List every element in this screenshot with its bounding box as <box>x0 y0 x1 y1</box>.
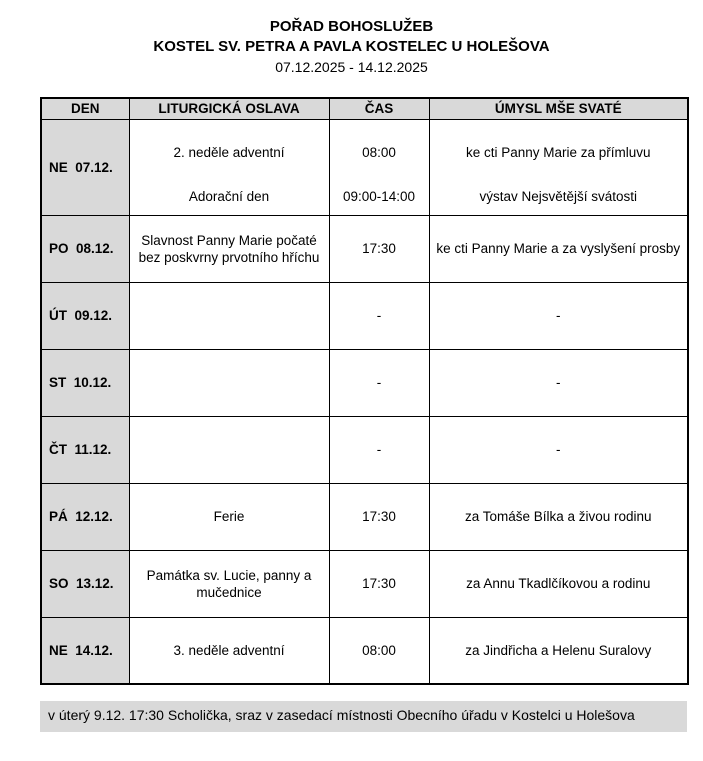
day-cell: PÁ 12.12. <box>41 483 129 550</box>
intention-cell: za Tomáše Bílka a živou rodinu <box>429 483 688 550</box>
document-header <box>0 0 703 77</box>
page-title: POŘAD BOHOSLUŽEB <box>269 18 434 35</box>
intention-cell: za Jindřicha a Helenu Suralovy <box>429 617 688 684</box>
table-row <box>41 617 688 684</box>
table-row <box>41 215 688 282</box>
liturgy-line: Adorační den <box>188 188 270 204</box>
table-row <box>41 282 688 349</box>
time-cell: 17:30 <box>329 483 429 550</box>
footer-note: v úterý 9.12. 17:30 Scholička, sraz v zasedací místnosti Obecního úřadu v Kostelci u Holešova <box>40 701 687 732</box>
liturgy-cell: 3. neděle adventní <box>129 617 329 684</box>
time-cell: - <box>329 416 429 483</box>
liturgy-cell: Slavnost Panny Marie počaté bez poskvrny prvotního hříchu <box>129 215 329 282</box>
column-header-day: DEN <box>41 98 129 119</box>
liturgy-cell <box>129 282 329 349</box>
column-header-time: ČAS <box>329 98 429 119</box>
time-line: 09:00-14:00 <box>342 188 416 204</box>
time-cell: - <box>329 349 429 416</box>
intention-line: ke cti Panny Marie za přímluvu <box>465 144 651 160</box>
day-cell: PO 08.12. <box>41 215 129 282</box>
liturgy-cell <box>129 416 329 483</box>
liturgy-cell: Památka sv. Lucie, panny a mučednice <box>129 550 329 617</box>
table-header-row <box>41 98 688 119</box>
intention-cell: ke cti Panny Marie a za vyslyšení prosby <box>429 215 688 282</box>
page-subtitle: KOSTEL SV. PETRA A PAVLA KOSTELEC U HOLEŠOVA <box>153 38 550 55</box>
time-cell: 08:00 <box>329 617 429 684</box>
table-row <box>41 483 688 550</box>
table-row <box>41 119 688 215</box>
time-cell: 17:30 <box>329 215 429 282</box>
intention-cell: - <box>429 282 688 349</box>
liturgy-cell: Ferie <box>129 483 329 550</box>
intention-cell: - <box>429 349 688 416</box>
day-cell: SO 13.12. <box>41 550 129 617</box>
time-line: 08:00 <box>362 144 396 160</box>
intention-cell: za Annu Tkadlčíkovou a rodinu <box>429 550 688 617</box>
day-cell: ÚT 09.12. <box>41 282 129 349</box>
liturgy-cell <box>129 119 329 215</box>
day-cell: NE 07.12. <box>41 119 129 215</box>
table-row <box>41 416 688 483</box>
table-row <box>41 550 688 617</box>
liturgy-line: 2. neděle adventní <box>173 144 285 160</box>
liturgy-cell <box>129 349 329 416</box>
day-cell: ČT 11.12. <box>41 416 129 483</box>
table-row <box>41 349 688 416</box>
day-cell: NE 14.12. <box>41 617 129 684</box>
time-cell: 17:30 <box>329 550 429 617</box>
day-cell: ST 10.12. <box>41 349 129 416</box>
intention-cell <box>429 119 688 215</box>
schedule-table <box>40 97 689 685</box>
intention-cell: - <box>429 416 688 483</box>
time-cell <box>329 119 429 215</box>
column-header-liturgy: LITURGICKÁ OSLAVA <box>129 98 329 119</box>
column-header-intention: ÚMYSL MŠE SVATÉ <box>429 98 688 119</box>
date-range: 07.12.2025 - 14.12.2025 <box>275 59 428 75</box>
intention-line: výstav Nejsvětější svátosti <box>479 188 638 204</box>
time-cell: - <box>329 282 429 349</box>
